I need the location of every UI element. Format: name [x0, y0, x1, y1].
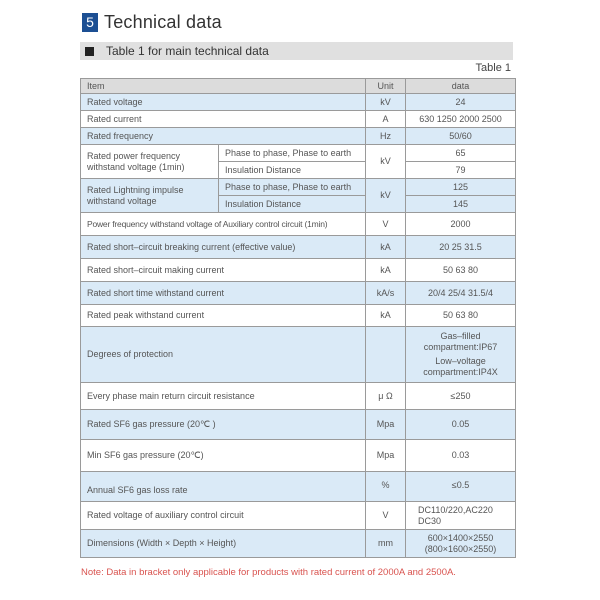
row-unit: A: [366, 111, 406, 128]
row-unit: Hz: [366, 128, 406, 145]
row-data: 2000: [406, 213, 516, 236]
row-data: 20/4 25/4 31.5/4: [406, 282, 516, 305]
row-data: [406, 530, 516, 558]
row-unit: [366, 327, 406, 383]
row-data: 145: [406, 196, 516, 213]
technical-data-table: [80, 78, 516, 558]
table-row: [81, 410, 516, 440]
row-unit: kV: [366, 179, 406, 213]
table-row: [81, 94, 516, 111]
row-item: Rated short–circuit making current: [81, 259, 366, 282]
table-header-row: [81, 79, 516, 94]
row-data: 125: [406, 179, 516, 196]
row-data: 20 25 31.5: [406, 236, 516, 259]
table-subheader-bar: [80, 42, 513, 60]
row-item: Rated SF6 gas pressure (20℃ ): [81, 410, 366, 440]
row-unit: kA: [366, 236, 406, 259]
row-unit: μ Ω: [366, 383, 406, 410]
row-unit: Mpa: [366, 440, 406, 472]
row-unit: kA/s: [366, 282, 406, 305]
table-row: [81, 472, 516, 502]
row-subitem: Phase to phase, Phase to earth: [219, 145, 366, 162]
table-row: [81, 305, 516, 327]
row-item: Min SF6 gas pressure (20℃): [81, 440, 366, 472]
row-data: 65: [406, 145, 516, 162]
row-item: Rated short time withstand current: [81, 282, 366, 305]
row-item: Rated power frequency withstand voltage (1min): [81, 145, 219, 179]
header-unit: Unit: [366, 79, 406, 94]
row-unit: kA: [366, 259, 406, 282]
row-item: Degrees of protection: [81, 327, 366, 383]
row-data: ≤0.5: [406, 472, 516, 502]
row-data: DC110/220,AC220 DC30: [406, 502, 516, 530]
row-data: 630 1250 2000 2500: [406, 111, 516, 128]
data-line: 600×1400×2550: [427, 532, 494, 543]
row-item: Power frequency withstand voltage of Auxiliary control circuit (1min): [81, 213, 366, 236]
table-caption: Table 1: [475, 62, 511, 74]
header-data: data: [406, 79, 516, 94]
row-item: Dimensions (Width × Depth × Height): [81, 530, 366, 558]
row-unit: kV: [366, 94, 406, 111]
row-unit: kV: [366, 145, 406, 179]
row-unit: V: [366, 502, 406, 530]
row-data: 50 63 80: [406, 305, 516, 327]
data-line: Gas–filled compartment:IP67: [423, 331, 498, 352]
table-row: [81, 111, 516, 128]
footnote: Note: Data in bracket only applicable for products with rated current of 2000A and 2500A.: [81, 567, 456, 578]
table-row: [81, 259, 516, 282]
row-item: Rated current: [81, 111, 366, 128]
table-row: [81, 502, 516, 530]
table-row: [81, 213, 516, 236]
row-data: 0.05: [406, 410, 516, 440]
table-row: [81, 236, 516, 259]
row-unit: kA: [366, 305, 406, 327]
table-row: [81, 327, 516, 383]
row-data: 24: [406, 94, 516, 111]
row-item: Annual SF6 gas loss rate: [81, 472, 366, 502]
table-row: [81, 440, 516, 472]
table-row: [81, 383, 516, 410]
section-number-badge: 5: [82, 13, 98, 32]
row-data: 50/60: [406, 128, 516, 145]
row-subitem: Insulation Distance: [219, 196, 366, 213]
row-data: 79: [406, 162, 516, 179]
table-subheader-text: Table 1 for main technical data: [106, 44, 269, 58]
row-unit: mm: [366, 530, 406, 558]
row-item: Rated short–circuit breaking current (effective value): [81, 236, 366, 259]
row-data: 50 63 80: [406, 259, 516, 282]
row-data: [406, 327, 516, 383]
section-title-text: Technical data: [104, 11, 222, 32]
row-unit: V: [366, 213, 406, 236]
row-subitem: Insulation Distance: [219, 162, 366, 179]
table-row: [81, 145, 516, 162]
row-item: Rated peak withstand current: [81, 305, 366, 327]
row-item: Rated voltage of auxiliary control circuit: [81, 502, 366, 530]
row-data: 0.03: [406, 440, 516, 472]
row-item: Rated voltage: [81, 94, 366, 111]
row-item: Every phase main return circuit resistance: [81, 383, 366, 410]
row-unit: Mpa: [366, 410, 406, 440]
table-row: [81, 530, 516, 558]
row-unit: %: [366, 472, 406, 502]
row-data: ≤250: [406, 383, 516, 410]
header-item: Item: [81, 79, 366, 94]
table-row: [81, 128, 516, 145]
row-item: Rated frequency: [81, 128, 366, 145]
table-row: [81, 282, 516, 305]
row-item: Rated Lightning impulse withstand voltage: [81, 179, 219, 213]
row-subitem: Phase to phase, Phase to earth: [219, 179, 366, 196]
table-row: [81, 179, 516, 196]
data-line: (800×1600×2550): [424, 543, 497, 554]
data-line: Low–voltage compartment:IP4X: [423, 356, 498, 377]
section-title: [82, 12, 222, 32]
square-bullet-icon: [85, 47, 94, 56]
